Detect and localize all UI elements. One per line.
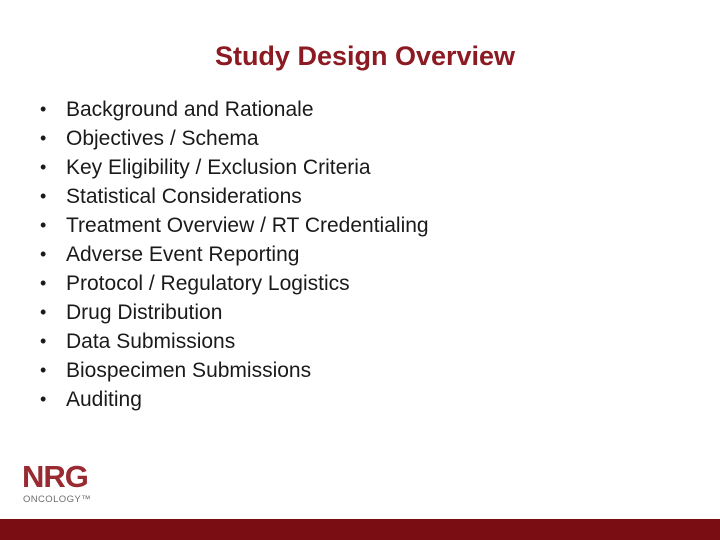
bullet-icon: • [40, 128, 47, 148]
nrg-oncology-logo [22, 460, 132, 510]
list-item [40, 385, 429, 414]
bullet-icon: • [40, 157, 47, 177]
list-item-label: Objectives / Schema [66, 127, 259, 150]
slide-title: Study Design Overview [214, 41, 516, 71]
list-item-label: Adverse Event Reporting [66, 243, 300, 266]
list-item-label: Data Submissions [66, 330, 236, 353]
bullet-icon: • [40, 302, 47, 322]
list-item [40, 269, 429, 298]
bullet-icon: • [40, 186, 47, 206]
list-item [40, 124, 429, 153]
bullet-icon: • [40, 331, 47, 351]
list-item [40, 240, 429, 269]
list-item-label: Drug Distribution [66, 301, 223, 324]
list-item-label: Key Eligibility / Exclusion Criteria [66, 156, 371, 179]
list-item-label: Biospecimen Submissions [66, 359, 312, 382]
list-item [40, 211, 429, 240]
list-item [40, 298, 429, 327]
list-item [40, 182, 429, 211]
list-item-label: Background and Rationale [66, 98, 314, 121]
logo-mark: NRG [22, 459, 88, 494]
list-item-label: Statistical Considerations [66, 185, 302, 208]
logo-subtitle: ONCOLOGY™ [23, 494, 91, 505]
bullet-icon: • [40, 99, 47, 119]
bullet-icon: • [40, 273, 47, 293]
footer-bar [0, 519, 720, 540]
bullet-icon: • [40, 389, 47, 409]
list-item-label: Treatment Overview / RT Credentialing [66, 214, 429, 237]
list-item [40, 356, 429, 385]
bullet-icon: • [40, 360, 47, 380]
list-item-label: Protocol / Regulatory Logistics [66, 272, 350, 295]
list-item [40, 153, 429, 182]
list-item [40, 95, 429, 124]
bullet-icon: • [40, 215, 47, 235]
list-item-label: Auditing [66, 388, 142, 411]
bullet-list [40, 95, 429, 414]
bullet-icon: • [40, 244, 47, 264]
list-item [40, 327, 429, 356]
